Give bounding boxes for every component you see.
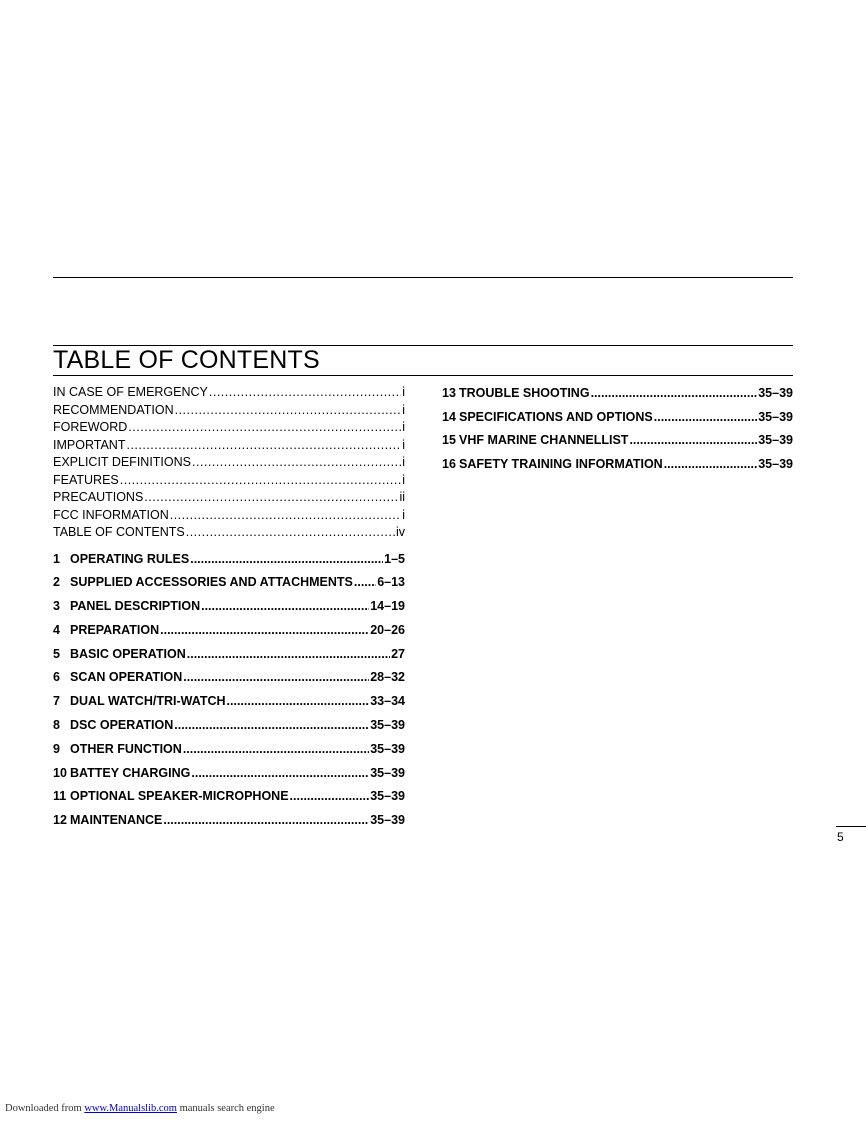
dot-leader: [175, 402, 402, 420]
toc-entry-label: TABLE OF CONTENTS: [53, 525, 185, 539]
toc-chapter[interactable]: [53, 619, 405, 643]
dot-leader: [163, 809, 369, 833]
chapter-label: PREPARATION: [70, 622, 160, 637]
footer-suffix: manuals search engine: [179, 1103, 275, 1114]
chapter-number: 8: [53, 718, 60, 733]
toc-chapter[interactable]: [442, 408, 793, 432]
chapter-page: 20–26: [370, 622, 405, 637]
chapter-number: 5: [53, 646, 60, 661]
chapter-number: 15: [442, 433, 456, 447]
dot-leader: [664, 455, 758, 473]
chapter-number: 13: [442, 386, 456, 400]
chapter-page: 35–39: [758, 386, 793, 400]
chapter-number: 1: [53, 551, 60, 566]
toc-entry-page: i: [402, 385, 405, 399]
toc-chapter[interactable]: [53, 666, 405, 690]
dot-leader: [183, 666, 369, 690]
toc-chapter[interactable]: [53, 714, 405, 738]
chapter-page: 27: [391, 646, 405, 661]
toc-entry[interactable]: [53, 402, 405, 420]
top-horizontal-rule: [53, 277, 793, 278]
page-title: TABLE OF CONTENTS: [53, 346, 320, 374]
dot-leader: [126, 437, 401, 455]
toc-entry-page: i: [402, 455, 405, 469]
dot-leader: [354, 571, 376, 595]
toc-entry[interactable]: [53, 472, 405, 490]
page-number-rule: [836, 826, 866, 827]
toc-entry[interactable]: [53, 437, 405, 455]
chapter-label: OTHER FUNCTION: [70, 741, 182, 756]
chapter-page: 1–5: [384, 551, 405, 566]
chapter-list-left: [53, 548, 405, 834]
chapter-page: 35–39: [370, 718, 405, 733]
dot-leader: [209, 384, 401, 402]
toc-entry-page: i: [402, 437, 405, 452]
chapter-number: 6: [53, 670, 60, 685]
toc-entry-label: IMPORTANT: [53, 437, 126, 452]
chapter-label: OPTIONAL SPEAKER-MICROPHONE: [70, 789, 289, 804]
toc-chapter[interactable]: [53, 571, 405, 595]
dot-leader: [174, 714, 369, 738]
toc-chapter[interactable]: [53, 643, 405, 667]
chapter-page: 35–39: [370, 741, 405, 756]
toc-chapter[interactable]: [53, 595, 405, 619]
toc-entry[interactable]: [53, 384, 405, 402]
chapter-label: PANEL DESCRIPTION: [70, 599, 201, 614]
footer-prefix: Downloaded from: [5, 1103, 82, 1114]
toc-right-column: [442, 384, 793, 478]
toc-entry-label: EXPLICIT DEFINITIONS: [53, 455, 191, 469]
toc-entry-page: i: [402, 507, 405, 522]
toc-entry-page: i: [402, 472, 405, 487]
toc-chapter[interactable]: [53, 548, 405, 572]
toc-entry-label: FEATURES: [53, 472, 119, 487]
chapter-label: SCAN OPERATION: [70, 670, 183, 685]
toc-entry[interactable]: [53, 454, 405, 472]
toc-chapter[interactable]: [53, 785, 405, 809]
toc-entry-label: FCC INFORMATION: [53, 507, 169, 522]
dot-leader: [191, 762, 369, 786]
chapter-page: 35–39: [758, 433, 793, 447]
chapter-label: DSC OPERATION: [70, 718, 174, 733]
chapter-page: 35–39: [370, 813, 405, 828]
dot-leader: [186, 524, 395, 542]
chapter-label: VHF MARINE CHANNELLIST: [459, 433, 629, 447]
page-number: 5: [837, 830, 844, 844]
toc-entry-label: PRECAUTIONS: [53, 490, 144, 504]
chapter-label: TROUBLE SHOOTING: [459, 386, 590, 400]
chapter-label: MAINTENANCE: [70, 813, 163, 828]
chapter-label: BASIC OPERATION: [70, 646, 186, 661]
dot-leader: [160, 619, 369, 643]
dot-leader: [183, 738, 369, 762]
chapter-label: BATTEY CHARGING: [70, 765, 191, 780]
toc-chapter[interactable]: [53, 762, 405, 786]
chapter-page: 35–39: [370, 789, 405, 804]
chapter-label: SUPPLIED ACCESSORIES AND ATTACHMENTS: [70, 575, 353, 590]
toc-entry-page: i: [402, 402, 405, 417]
toc-chapter[interactable]: [53, 690, 405, 714]
chapter-number: 3: [53, 599, 60, 614]
toc-entry-page: ii: [399, 490, 405, 504]
chapter-number: 12: [53, 813, 67, 828]
toc-entry[interactable]: [53, 489, 405, 507]
chapter-number: 9: [53, 741, 60, 756]
chapter-number: 10: [53, 765, 67, 780]
chapter-page: 28–32: [370, 670, 405, 685]
chapter-number: 14: [442, 409, 456, 424]
dot-leader: [227, 690, 370, 714]
chapter-number: 16: [442, 456, 456, 471]
front-matter-list: [53, 384, 405, 542]
chapter-label: SAFETY TRAINING INFORMATION: [459, 456, 663, 471]
toc-entry-label: IN CASE OF EMERGENCY: [53, 385, 208, 399]
toc-chapter[interactable]: [442, 384, 793, 408]
chapter-number: 11: [53, 789, 67, 804]
chapter-page: 33–34: [370, 694, 405, 709]
chapter-page: 14–19: [370, 599, 405, 614]
chapter-number: 4: [53, 622, 60, 637]
dot-leader: [128, 419, 401, 437]
chapter-number: 2: [53, 575, 60, 590]
toc-left-column: [53, 384, 405, 833]
dot-leader: [170, 507, 401, 525]
toc-entry[interactable]: [53, 419, 405, 437]
chapter-label: OPERATING RULES: [70, 551, 190, 566]
toc-chapter[interactable]: [442, 431, 793, 455]
chapter-page: 35–39: [370, 765, 405, 780]
manualslib-link[interactable]: www.Manualslib.com: [84, 1103, 177, 1114]
dot-leader: [591, 384, 758, 402]
dot-leader: [144, 489, 398, 507]
dot-leader: [192, 454, 401, 472]
chapter-label: DUAL WATCH/TRI-WATCH: [70, 694, 226, 709]
toc-entry-page: i: [402, 420, 405, 434]
chapter-number: 7: [53, 694, 60, 709]
toc-entry[interactable]: [53, 524, 405, 542]
dot-leader: [187, 643, 390, 667]
dot-leader: [190, 548, 383, 572]
toc-chapter[interactable]: [53, 809, 405, 833]
download-footer: [5, 1103, 275, 1114]
title-underline: [53, 375, 793, 376]
toc-entry-label: FOREWORD: [53, 420, 128, 434]
dot-leader: [629, 431, 757, 449]
toc-entry-page: iv: [395, 525, 405, 539]
toc-chapter[interactable]: [442, 455, 793, 479]
dot-leader: [120, 472, 401, 490]
chapter-page: 6–13: [377, 575, 405, 590]
chapter-label: SPECIFICATIONS AND OPTIONS: [459, 409, 653, 424]
toc-entry[interactable]: [53, 507, 405, 525]
dot-leader: [654, 408, 757, 426]
chapter-page: 35–39: [758, 409, 793, 424]
toc-entry-label: RECOMMENDATION: [53, 402, 174, 417]
chapter-page: 35–39: [758, 456, 793, 471]
dot-leader: [290, 785, 370, 809]
dot-leader: [201, 595, 369, 619]
toc-chapter[interactable]: [53, 738, 405, 762]
